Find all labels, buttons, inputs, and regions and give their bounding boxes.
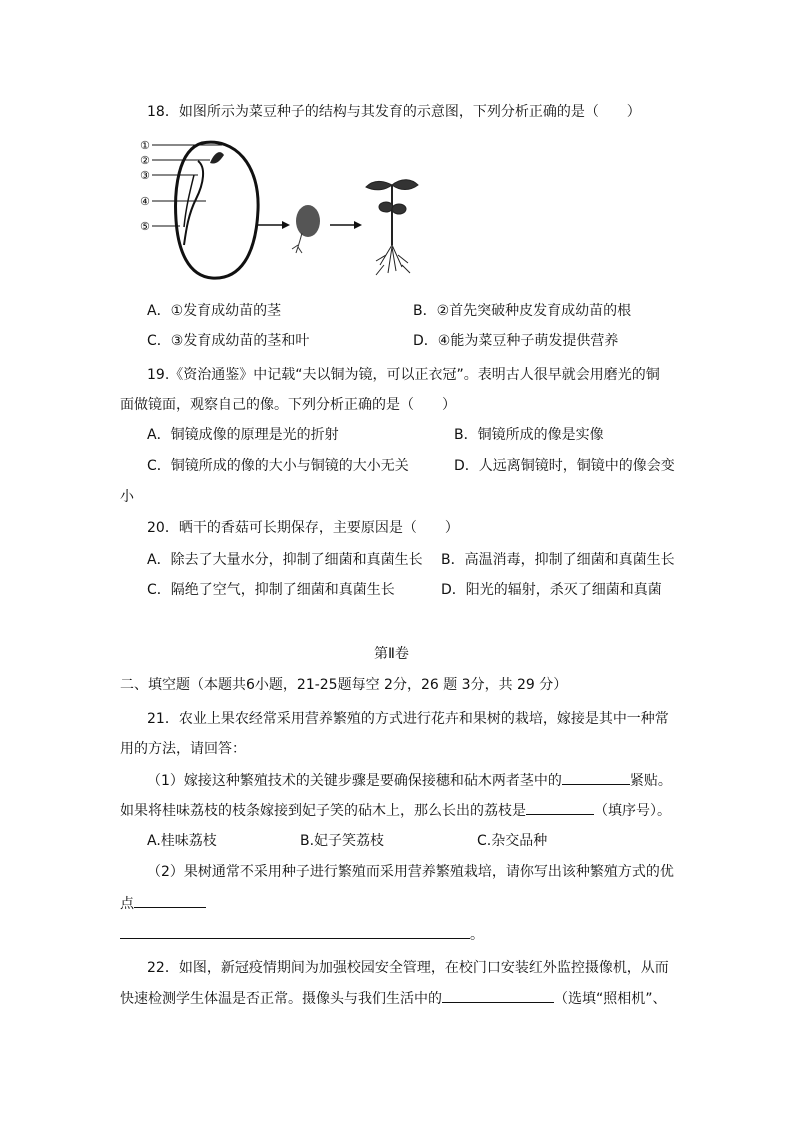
q21-choice-c: C.杂交品种	[477, 833, 548, 849]
seedling	[366, 180, 418, 275]
label-2: ②	[140, 154, 150, 167]
q22-text-a: 快速检测学生体温是否正常。摄像头与我们生活中的	[120, 991, 442, 1007]
q22-text-b: （选填“照相机”、	[554, 991, 667, 1007]
q19-option-c: C．铜镜所成的像的大小与铜镜的大小无关	[147, 458, 409, 474]
label-4: ④	[140, 195, 150, 208]
q20-stem: 20．晒干的香菇可长期保存，主要原因是（ ）	[147, 520, 459, 536]
q19-stem-line1: 19.《资治通鉴》中记载“夫以铜为镜，可以正衣冠”。表明古人很早就会用磨光的铜	[147, 367, 660, 383]
q21-part1-text-b: 紧贴。	[629, 773, 672, 789]
q21-part2-line2	[120, 893, 206, 914]
label-3: ③	[140, 169, 150, 182]
section-heading: 二、填空题（本题共6小题，21-25题每空 2分，26 题 3分，共 29 分）	[120, 677, 568, 693]
q21-stem-line1: 21．农业上果农经常采用营养繁殖的方式进行花卉和果树的栽培，嫁接是其中一种常	[147, 711, 669, 727]
q21-choice-a: A.桂味荔枝	[147, 833, 217, 849]
section-title: 第Ⅱ卷	[374, 646, 409, 662]
seed-outline	[176, 142, 259, 278]
q22-line2	[120, 988, 667, 1009]
q21-blank-1[interactable]	[562, 770, 630, 785]
q21-part2-line3	[120, 924, 484, 945]
q21-part1-text-d: （填序号）。	[594, 803, 671, 819]
q21-part1-text-a: （1）嫁接这种繁殖技术的关键步骤是要确保接穗和砧木两者茎中的	[147, 773, 562, 789]
q19-stem-line2: 面做镜面，观察自己的像。下列分析正确的是（ ）	[120, 397, 456, 413]
q19-option-d-line2: 小	[120, 489, 134, 505]
label-5: ⑤	[140, 220, 150, 233]
q18-stem: 18．如图所示为菜豆种子的结构与其发育的示意图，下列分析正确的是（ ）	[147, 104, 641, 120]
q18-option-b: B．②首先突破种皮发育成幼苗的根	[413, 303, 632, 319]
germinating-seed	[296, 205, 320, 237]
q22-line1: 22．如图，新冠疫情期间为加强校园安全管理，在校门口安装红外监控摄像机，从而	[147, 960, 669, 976]
q21-part1-line1	[147, 770, 672, 791]
q21-blank-4[interactable]	[120, 924, 470, 939]
q21-blank-2[interactable]	[526, 800, 594, 815]
q20-option-a: A．除去了大量水分，抑制了细菌和真菌生长	[147, 552, 423, 568]
q21-part2-text: 点	[120, 896, 134, 912]
q21-part2-line1: （2）果树通常不采用种子进行繁殖而采用营养繁殖栽培，请你写出该种繁殖方式的优	[147, 864, 674, 880]
q21-choice-b: B.妃子笑荔枝	[300, 833, 385, 849]
q20-option-c: C．隔绝了空气，抑制了细菌和真菌生长	[147, 582, 395, 598]
q18-option-a: A．①发育成幼苗的茎	[147, 303, 282, 319]
plumule	[210, 152, 224, 163]
q18-option-d: D．④能为菜豆种子萌发提供营养	[413, 333, 619, 349]
seed-diagram	[140, 135, 440, 285]
q21-blank-3[interactable]	[134, 893, 206, 908]
q21-part1-text-c: 如果将桂味荔枝的枝条嫁接到妃子笑的砧木上，那么长出的荔枝是	[120, 803, 526, 819]
q22-blank-1[interactable]	[442, 988, 554, 1003]
embryo-axis	[184, 161, 203, 245]
q19-option-d-line1: D．人远离铜镜时，铜镜中的像会变	[454, 458, 675, 474]
q18-option-c: C．③发育成幼苗的茎和叶	[147, 333, 310, 349]
q21-stem-line2: 用的方法，请回答：	[120, 741, 246, 757]
q19-option-b: B．铜镜所成的像是实像	[454, 427, 604, 443]
q21-part2-end: 。	[470, 927, 484, 943]
q21-part1-line2	[120, 800, 671, 821]
label-1: ①	[140, 139, 150, 152]
q20-option-b: B．高温消毒，抑制了细菌和真菌生长	[441, 552, 675, 568]
q19-option-a: A．铜镜成像的原理是光的折射	[147, 427, 339, 443]
q20-option-d: D．阳光的辐射，杀灭了细菌和真菌	[441, 582, 662, 598]
